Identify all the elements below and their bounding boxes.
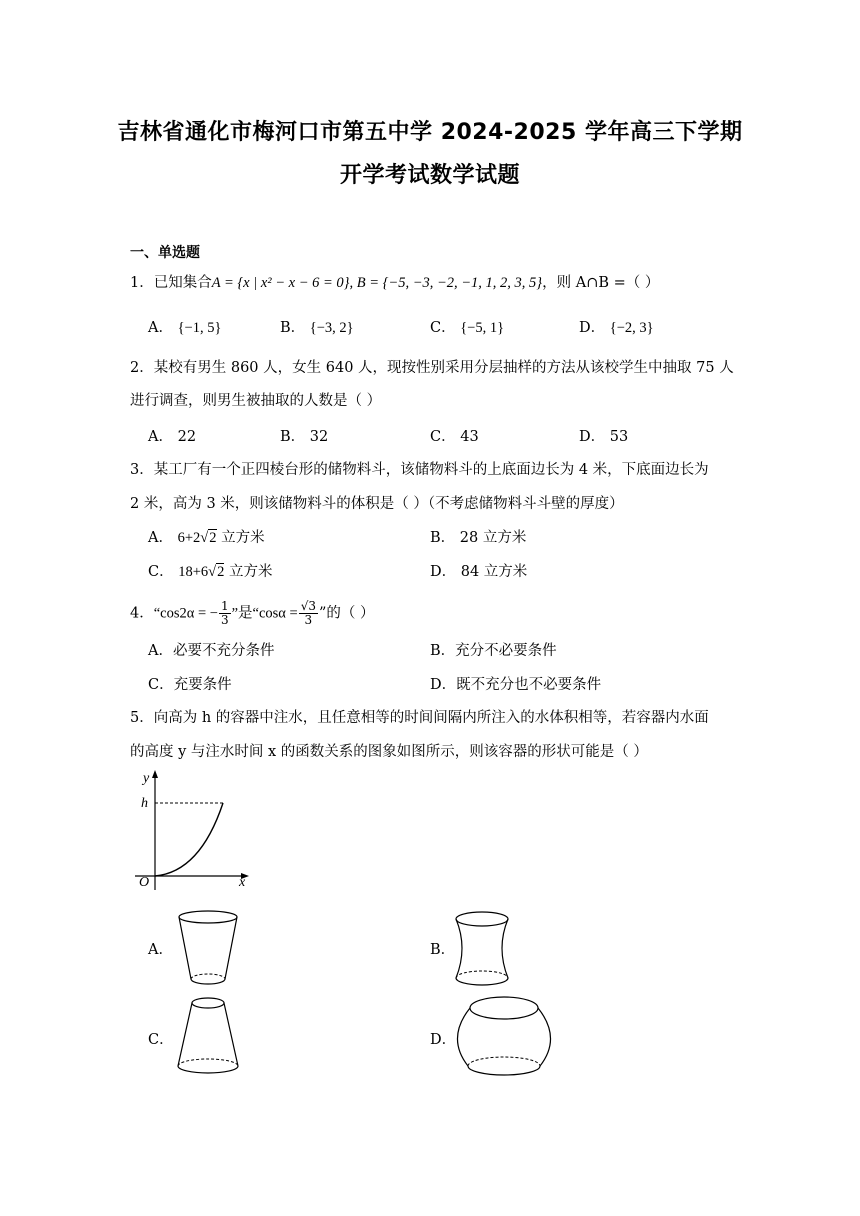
q2-option-d[interactable]: D． 53	[579, 429, 629, 445]
q2-option-c[interactable]: C． 43	[430, 429, 479, 445]
q2-option-b[interactable]: B． 32	[280, 429, 329, 445]
question-5-stem-line-1	[130, 708, 709, 728]
y-axis-arrow-icon	[152, 770, 158, 778]
question-text: 某校有男生 860 人，女生 640 人，现按性别采用分层抽样的方法从该校学生中抽取 75 人	[153, 360, 734, 376]
question-3-stem-line-2: 2 米，高为 3 米，则该储物料斗的体积是（ ）（不考虑储物料斗斗壁的厚度）	[130, 496, 624, 512]
question-number: 1．	[130, 275, 154, 291]
container-b-icon	[448, 906, 528, 988]
fraction-root3-over-3: $\frac{√3}{3}$	[300, 599, 316, 627]
x-axis-label: x	[239, 875, 246, 890]
y-axis-label: y	[143, 771, 150, 786]
question-3-stem-line-1	[130, 460, 709, 480]
q4-option-c[interactable]: C．充要条件	[148, 677, 232, 693]
question-text: ，则 A∩B =（ ）	[542, 275, 660, 291]
q5-option-d[interactable]: D．	[430, 1032, 457, 1048]
question-1-stem	[130, 273, 659, 293]
q4-option-b[interactable]: B．充分不必要条件	[430, 643, 557, 659]
container-d-icon	[452, 992, 562, 1082]
q5-option-c[interactable]: C．	[148, 1032, 174, 1048]
container-a-icon	[170, 906, 250, 986]
set-a-expression: A = {x | x² − x − 6 = 0}	[211, 275, 350, 291]
q3-option-c[interactable]: C． 18+6√2 立方米	[148, 564, 273, 580]
q4-option-a[interactable]: A．必要不充分条件	[148, 643, 275, 659]
h-label: h	[141, 796, 148, 811]
question-number: 5．	[130, 710, 154, 726]
question-5-stem-line-2: 的高度 y 与注水时间 x 的函数关系的图象如图所示，则该容器的形状可能是（ ）	[130, 744, 648, 760]
q5-option-b[interactable]: B．	[430, 942, 456, 958]
question-text: 已知集合	[153, 275, 212, 291]
q1-option-a[interactable]: A． {−1, 5}	[148, 320, 222, 336]
water-level-graph	[125, 768, 265, 898]
water-level-curve	[155, 803, 223, 876]
q3-option-b[interactable]: B． 28 立方米	[430, 530, 527, 546]
q2-option-a[interactable]: A． 22	[148, 429, 197, 445]
question-2-stem-line-2: 进行调查，则男生被抽取的人数是（ ）	[130, 393, 382, 409]
question-number: 2．	[130, 360, 154, 376]
page-title-line-1: 吉林省通化市梅河口市第五中学 2024-2025 学年高三下学期	[117, 120, 743, 145]
question-2-stem-line-1	[130, 358, 734, 378]
question-number: 4．	[130, 605, 154, 622]
question-text: 向高为 h 的容器中注水，且任意相等的时间间隔内所注入的水体积相等，若容器内水面	[153, 710, 709, 726]
set-b-expression: , B = {−5, −3, −2, −1, 1, 2, 3, 5}	[349, 275, 543, 291]
question-4-stem: 4．“cos2α = − $\frac{1}{3}$ ”是“cosα = $\frac{√3}{3}$ ”的（ ）	[130, 599, 375, 627]
origin-label: O	[139, 875, 150, 890]
fraction-one-third: $\frac{1}{3}$	[220, 599, 229, 627]
container-c-icon	[170, 994, 250, 1080]
q1-option-b[interactable]: B． {−3, 2}	[280, 320, 354, 336]
q4-option-d[interactable]: D．既不充分也不必要条件	[430, 677, 602, 693]
question-text: 某工厂有一个正四棱台形的储物料斗，该储物料斗的上底面边长为 4 米，下底面边长为	[153, 462, 709, 478]
q3-option-d[interactable]: D． 84 立方米	[430, 564, 528, 580]
q1-option-c[interactable]: C． {−5, 1}	[430, 320, 505, 336]
q5-option-a[interactable]: A．	[148, 942, 173, 958]
q3-option-a[interactable]: A． 6+2√2 立方米	[148, 530, 265, 546]
page-title-line-2: 开学考试数学试题	[339, 163, 520, 188]
question-number: 3．	[130, 462, 154, 478]
q1-option-d[interactable]: D． {−2, 3}	[579, 320, 654, 336]
section-heading-single-choice: 一、单选题	[130, 245, 200, 261]
